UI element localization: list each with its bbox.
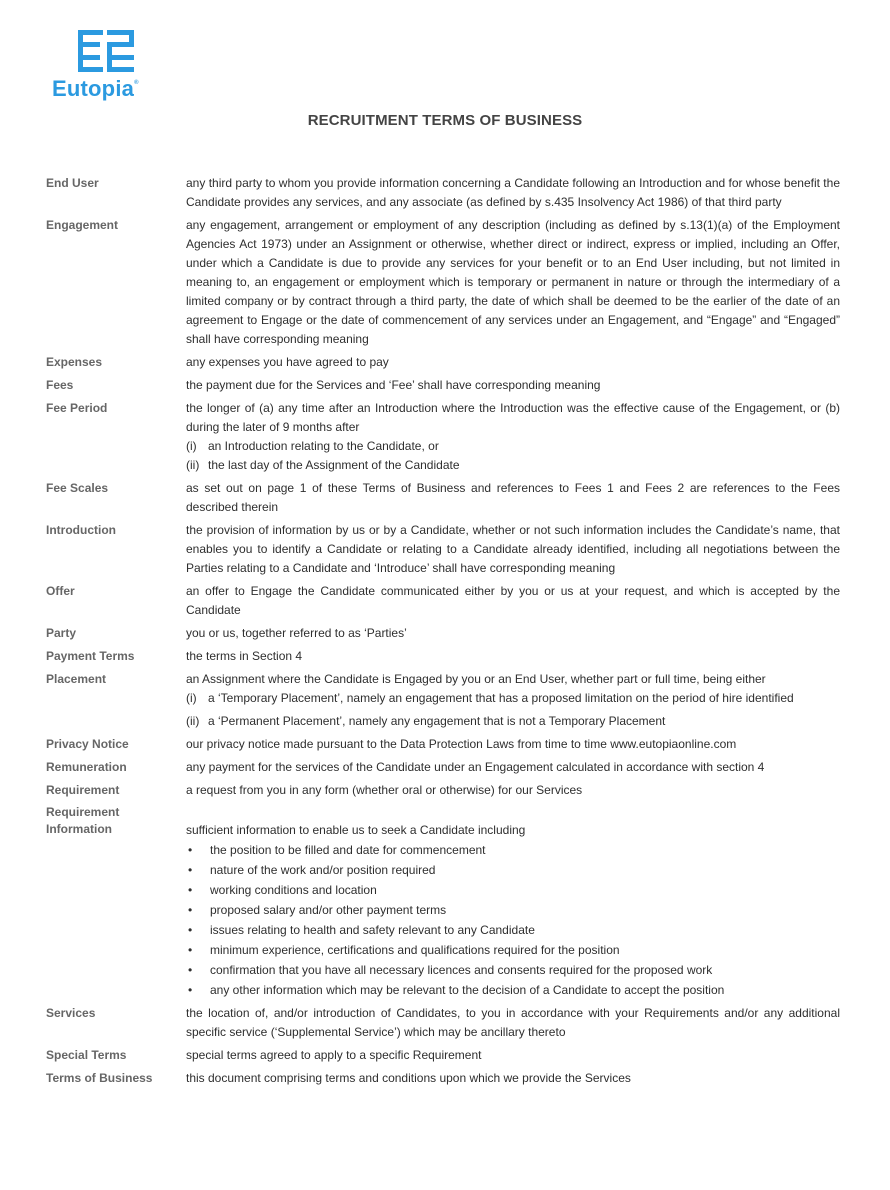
definition-text: the location of, and/or introduction of Candidates, to you in accordance with your Requirements and/or any additional specific service (‘Supplemental Service’) which may be ancillary thereto (186, 1006, 840, 1039)
definition-text: any engagement, arrangement or employment of any description (including as defined by s.13(1)(a) of the Employment Agencies Act 1973) under an Assignment or otherwise, whether direct or indirect, express or implied, including an Offer, under which a Candidate is due to provide any services for your benefit or to an End User including, but not limited in meaning to, an engagement or employment which is temporary or permanent in nature or through the intermediary of a limited company or by contract through a third party, the date of which shall be deemed to be the earlier of the date of an agreement to Engage or the date of commencement of any services under an Engagement, and “Engage” and “Engaged” shall have corresponding meaning (186, 218, 840, 346)
definition-row (46, 758, 840, 777)
definition-row (46, 735, 840, 754)
sub-item: (ii) a ‘Permanent Placement’, namely any engagement that is not a Temporary Placement (186, 714, 666, 728)
definition-term: Remuneration (46, 760, 127, 774)
definition-term: Offer (46, 584, 75, 598)
definitions-list (46, 174, 840, 1092)
definition-term: Fees (46, 378, 74, 392)
bullet-item: • confirmation that you have all necessary licences and consents required for the proposed work (188, 963, 713, 977)
definition-row (46, 521, 840, 578)
sub-item: (i) a ‘Temporary Placement’, namely an engagement that has a proposed limitation on the period of hire identified (186, 691, 794, 705)
definition-row (46, 216, 840, 349)
definition-term: Terms of Business (46, 1071, 153, 1085)
definition-term: Placement (46, 672, 107, 686)
definition-row (46, 624, 840, 643)
document-title: RECRUITMENT TERMS OF BUSINESS (307, 112, 583, 129)
definition-text: any payment for the services of the Candidate under an Engagement calculated in accordance with section 4 (186, 760, 765, 774)
bullet-item: • nature of the work and/or position required (188, 863, 436, 877)
definition-term: Services (46, 1006, 96, 1020)
definition-text: an Assignment where the Candidate is Engaged by you or an End User, whether part or full time, being either (i) a ‘Temporary Placement’, namely an engagement that has a proposed limitation on the period of hire identified (ii) a ‘Permanent Placement’, namely any engagement that is not a Temporary Placement (186, 670, 840, 731)
bullet-item: • working conditions and location (188, 883, 377, 897)
definition-row (46, 804, 840, 1000)
definition-row (46, 1004, 840, 1042)
definition-text: the longer of (a) any time after an Introduction where the Introduction was the effective cause of the Engagement, or (b) during the later of 9 months after (i) an Introduction relating to the Candidate, or (ii) the last day of the Assignment of the Candidate (186, 399, 840, 475)
definition-row (46, 174, 840, 212)
bullet-item: • minimum experience, certifications and qualifications required for the position (188, 943, 620, 957)
definition-text: an offer to Engage the Candidate communicated either by you or us at your request, and which is accepted by the Candidate (186, 584, 840, 617)
eutopia-logo (52, 30, 164, 102)
definition-row (46, 670, 840, 731)
definition-term: Fee Period (46, 401, 108, 415)
logo-wordmark (52, 76, 139, 102)
definition-term: Introduction (46, 523, 116, 537)
definition-text: the terms in Section 4 (186, 649, 303, 663)
eutopia-logo-icon (78, 30, 134, 72)
definition-row (46, 647, 840, 666)
definition-row (46, 582, 840, 620)
bullet-item: • issues relating to health and safety relevant to any Candidate (188, 923, 535, 937)
definition-text: any expenses you have agreed to pay (186, 355, 389, 369)
definition-term: Expenses (46, 355, 103, 369)
definition-row (46, 376, 840, 395)
definition-term: Engagement (46, 218, 119, 232)
definition-text: our privacy notice made pursuant to the Data Protection Laws from time to time www.eutopiaonline.com (186, 737, 737, 751)
bullet-item: • any other information which may be relevant to the decision of a Candidate to accept the position (188, 983, 725, 997)
definition-row (46, 399, 840, 475)
definition-term: Fee Scales (46, 481, 109, 495)
definition-term: Privacy Notice (46, 737, 129, 751)
definition-row (46, 353, 840, 372)
definition-text: any third party to whom you provide information concerning a Candidate following an Introduction and for whose benefit the Candidate provides any services, and any associate (as defined by s.435 Insolvency Act 1986) of that third party (186, 176, 840, 209)
definition-row (46, 781, 840, 800)
registered-mark: ® (134, 79, 139, 86)
definition-text: the payment due for the Services and ‘Fee’ shall have corresponding meaning (186, 378, 601, 392)
definition-term: Party (46, 626, 77, 640)
sub-item: (ii) the last day of the Assignment of the Candidate (186, 458, 460, 472)
definition-term: Payment Terms (46, 649, 135, 663)
definition-text: sufficient information to enable us to seek a Candidate including • the position to be filled and date for commencement • nature of the work and/or position required • working conditions and location • proposed salary and/or other payment terms • issues relating to health and safety relevant to any Candidate • minimum experience, certifications and qualifications required for the position • confirmation that you have all necessary licences and consents required for the proposed work • any other information which may be relevant to the decision of a Candidate to accept the position (186, 804, 840, 1000)
logo-wordmark-text: Eutopia (52, 76, 135, 101)
definition-term: Special Terms (46, 1048, 127, 1062)
definition-row (46, 479, 840, 517)
definition-text: special terms agreed to apply to a specific Requirement (186, 1048, 482, 1062)
definition-text: you or us, together referred to as ‘Parties’ (186, 626, 407, 640)
definition-row (46, 1046, 840, 1065)
sub-item: (i) an Introduction relating to the Candidate, or (186, 439, 439, 453)
definition-row (46, 1069, 840, 1088)
definition-text: a request from you in any form (whether oral or otherwise) for our Services (186, 783, 583, 797)
bullet-item: • the position to be filled and date for commencement (188, 843, 486, 857)
definition-text: this document comprising terms and conditions upon which we provide the Services (186, 1071, 631, 1085)
definition-term: Requirement Information (46, 805, 120, 836)
definition-term: End User (46, 176, 99, 190)
definition-term: Requirement (46, 783, 120, 797)
bullet-item: • proposed salary and/or other payment terms (188, 903, 447, 917)
definition-text: the provision of information by us or by a Candidate, whether or not such information includes the Candidate’s name, that enables you to identify a Candidate or relating to a Candidate already identified, including all negotiations between the Parties relating to a Candidate and ‘Introduce’ shall have corresponding meaning (186, 523, 840, 575)
definition-text: as set out on page 1 of these Terms of Business and references to Fees 1 and Fees 2 are references to the Fees described therein (186, 481, 840, 514)
